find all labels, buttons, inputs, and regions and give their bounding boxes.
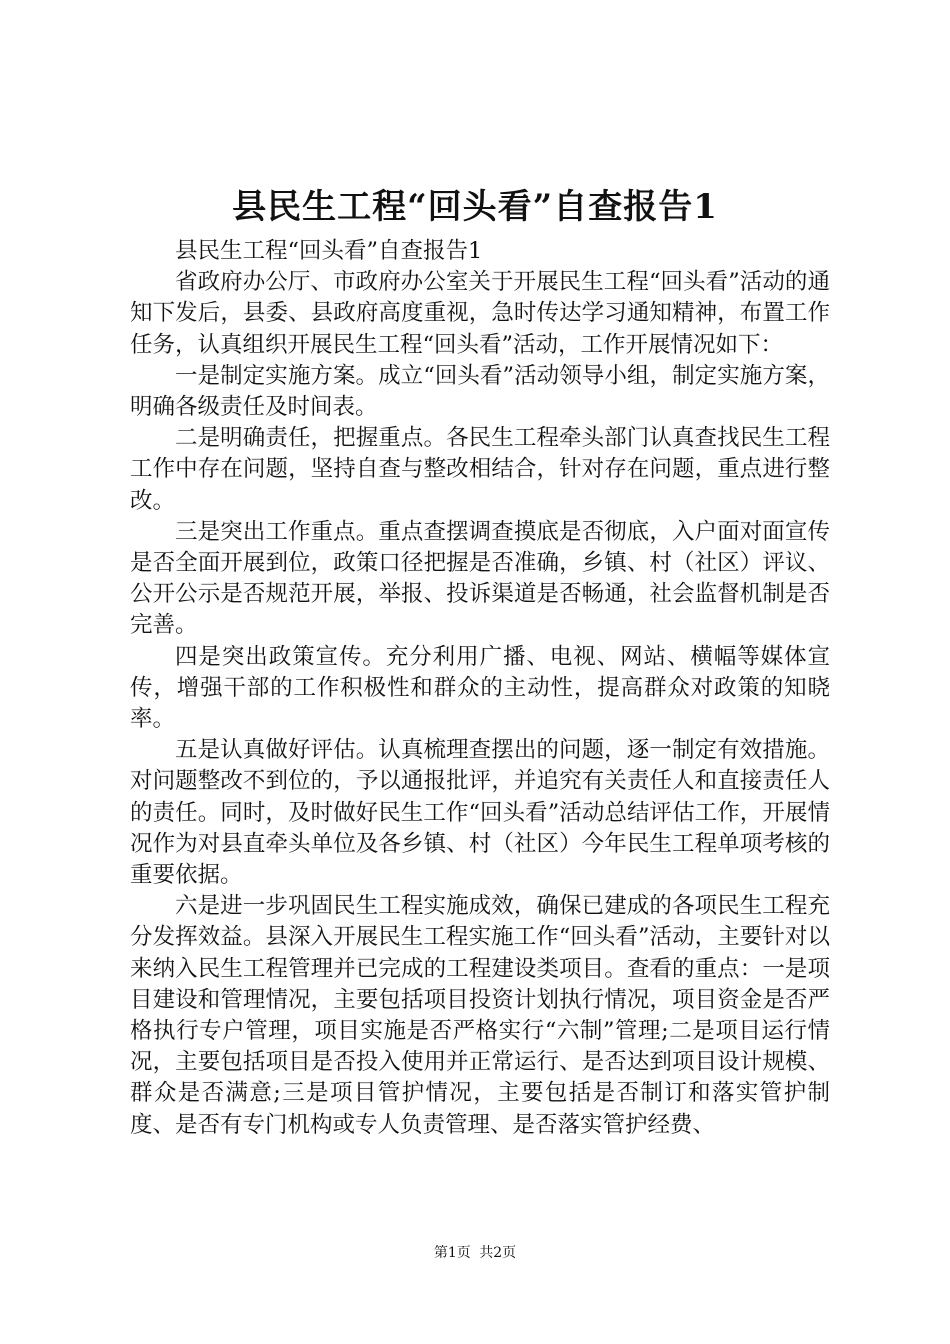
paragraph-item-3: 三是突出工作重点。重点查摆调查摸底是否彻底，入户面对面宣传是否全面开展到位，政策口径把握是否准确，乡镇、村（社区）评议、公开公示是否规范开展，举报、投诉渠道是否畅通，社会监督机制是否完善。 (130, 518, 830, 639)
paragraph-item-6: 六是进一步巩固民生工程实施成效，确保已建成的各项民生工程充分发挥效益。县深入开展民生工程实施工作“回头看”活动，主要针对以来纳入民生工程管理并已完成的工程建设类项目。查看的重点：一是项目建设和管理情况，主要包括项目投资计划执行情况，项目资金是否严格执行专户管理，项目实施是否严格实行“六制”管理;二是项目运行情况，主要包括项目是否投入使用并正常运行、是否达到项目设计规模、群众是否满意;三是项目管护情况，主要包括是否制订和落实管护制度、是否有专门机构或专人负责管理、是否落实管护经费、 (130, 893, 830, 1138)
document-title: 县民生工程“回头看”自查报告1 (232, 187, 718, 227)
paragraph-item-5: 五是认真做好评估。认真梳理查摆出的问题，逐一制定有效措施。对问题整改不到位的，予以通报批评，并追究有关责任人和直接责任人的责任。同时，及时做好民生工作“回头看”活动总结评估工作，开展情况作为对县直牵头单位及各乡镇、村（社区）今年民生工程单项考核的重要依据。 (130, 737, 830, 889)
document-body (130, 236, 830, 1141)
paragraph-item-4: 四是突出政策宣传。充分利用广播、电视、网站、横幅等媒体宣传，增强干部的工作积极性和群众的主动性，提高群众对政策的知晓率。 (130, 643, 830, 733)
page-number: 第1页 (433, 1245, 471, 1261)
page-total: 共2页 (479, 1245, 517, 1261)
page-footer (0, 1243, 950, 1263)
paragraph-item-1: 一是制定实施方案。成立“回头看”活动领导小组，制定实施方案，明确各级责任及时间表。 (130, 362, 830, 421)
paragraph-intro: 省政府办公厅、市政府办公室关于开展民生工程“回头看”活动的通知下发后，县委、县政府高度重视，急时传达学习通知精神，布置工作任务，认真组织开展民生工程“回头看”活动，工作开展情况如下： (130, 269, 830, 358)
paragraph-subtitle: 县民生工程“回头看”自查报告1 (175, 238, 483, 264)
paragraph-item-2: 二是明确责任，把握重点。各民生工程牵头部门认真查找民生工程工作中存在问题，坚持自查与整改相结合，针对存在问题，重点进行整改。 (130, 425, 830, 514)
